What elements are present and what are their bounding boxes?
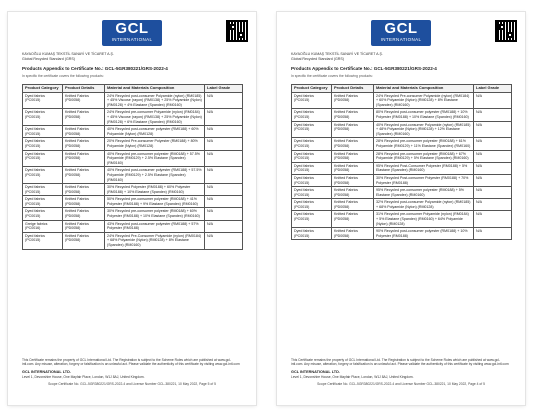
header-materials: Material and Materials Composition — [374, 85, 474, 93]
header-label-grade: Label Grade — [474, 85, 512, 93]
cell-details: Knitted Fabrics (PD0058) — [63, 92, 105, 109]
company-name: KAYAOĞLU KUMAŞ TEKSTİL SANAYİ VE TİCARET A.Ş. — [22, 52, 114, 56]
coverage-note: In specific the certificate covers the following products: — [291, 74, 373, 78]
cell-label: N/A — [474, 92, 512, 109]
footer-company: GCL INTERNATIONAL LTD. — [291, 369, 340, 374]
header-product-details: Product Details — [332, 85, 374, 93]
cell-details: Knitted Fabrics (PD0058) — [332, 199, 374, 211]
cell-details: Knitted Fabrics (PD0058) — [332, 187, 374, 199]
qr-code-icon — [495, 20, 517, 42]
cell-label: N/A — [474, 109, 512, 121]
cell-materials: 24% Recycled post-consumer Polyamide (nylon) (RM0185) + 45% Viscose (rayon) (RM0138) + 25% Polyamide (Nylon) (RM0128) + 4% Elastane (Spandex) (RM0160) — [105, 92, 205, 109]
table-row — [23, 208, 243, 220]
cell-category: Dyed fabrics (PC0015) — [23, 184, 63, 196]
cell-materials: 40% Recycled pre-consumer polyester (RM0188) + 57.5% Polyamide (RM0129) + 2.5% Elastane (Spandex) (RM0160) — [105, 150, 205, 167]
cell-details: Knitted Fabrics (PD0058) — [63, 232, 105, 249]
cell-category: Dyed fabrics (PC0015) — [23, 126, 63, 138]
cell-details: Knitted Fabrics (PD0058) — [63, 220, 105, 232]
cell-category: Dyed fabrics (PC0015) — [23, 92, 63, 109]
cell-category: Dyed fabrics (PC0015) — [292, 187, 332, 199]
cell-details: Knitted Fabrics (PD0058) — [63, 184, 105, 196]
cell-label: N/A — [205, 220, 243, 232]
footer-address: Level 1, Devonshire House, One Mayfair Place, London, W1J 8AJ, United Kingdom. — [22, 374, 145, 379]
cell-label: N/A — [474, 121, 512, 138]
cell-materials: 24% Recycled Pre-consumer Polyamide (nylon) (RM0184) + 60% Polyamide (Nylon) (RM0128) + 8% Elastane (Spandex) (RM0160) — [374, 92, 474, 109]
table-row — [23, 138, 243, 150]
cell-label: N/A — [205, 167, 243, 184]
table-row — [23, 220, 243, 232]
cell-category: Greige fabrics (PC0016) — [23, 220, 63, 232]
certificate-footer — [291, 358, 511, 387]
table-header-row — [292, 85, 512, 93]
cell-category: Dyed fabrics (PC0015) — [292, 150, 332, 162]
cell-category: Dyed fabrics (PC0015) — [292, 211, 332, 228]
cell-category: Dyed fabrics (PC0015) — [292, 174, 332, 186]
footer-scope-line: Scope Certificate No. GCL-5GR380221/GRS-2022-4 and License Number GCL-380221, 10 May 2022, Page 4 of 5 — [317, 382, 485, 387]
gcl-logo — [102, 20, 162, 46]
cell-materials: 30% Recycled Post-consumer Polyester (RM0188) + 70% Polyester (RM0188) — [374, 174, 474, 186]
cell-label: N/A — [474, 187, 512, 199]
table-row — [23, 184, 243, 196]
cell-materials: 90% Recycled post-consumer polyester (RM0188) + 10% Polyester (RM0188) — [374, 228, 474, 240]
cell-category: Dyed fabrics (PC0015) — [23, 109, 63, 126]
cell-label: N/A — [474, 162, 512, 174]
header-product-category: Product Category — [292, 85, 332, 93]
cell-label: N/A — [205, 126, 243, 138]
cell-materials: 43% Recycled post-consumer polyester (RM0188) + 57% Polyester (RM0188) — [105, 220, 205, 232]
logo-main-text: GCL — [115, 20, 149, 37]
footer-scope-line: Scope Certificate No. GCL-5GR380221/GRS-2022-4 and License Number GCL-380221, 10 May 2022, Page 5 of 5 — [48, 382, 216, 387]
cell-category: Dyed fabrics (PC0015) — [292, 228, 332, 240]
cell-label: N/A — [205, 92, 243, 109]
products-table — [22, 84, 243, 250]
table-row — [292, 138, 512, 150]
header-product-category: Product Category — [23, 85, 63, 93]
cell-materials: 80% Recycled post-consumer polyester (RM0188) + 10% Polyester (RM0188) + 10% Elastane (Spandex) (RM0160) — [374, 109, 474, 121]
footer-address: Level 1, Devonshire House, One Mayfair Place, London, W1J 8AJ, United Kingdom. — [291, 374, 414, 379]
standard-name: Global Recycled Standard (GRS) — [291, 57, 344, 61]
cell-materials: 28% Recycled pre-consumer polyester (RM0188) + 67% Polyamide (RM0129) + 5% Elastane (Spandex) (RM0160) — [374, 150, 474, 162]
cell-materials: 31% Recycled pre-consumer Polyamide (nylon) (RM0184) + 5% Elastane (Spandex) (RM0160) + 64% Polyamide (Nylon) (RM0128) — [374, 211, 474, 228]
table-row — [23, 150, 243, 167]
cell-materials: 30% Recycled Polyester (RM0188) + 60% Polyester (RM0188) + 10% Elastane (Spandex) (RM0160) — [105, 184, 205, 196]
table-row — [292, 162, 512, 174]
logo-sub-text: INTERNATIONAL — [380, 37, 422, 42]
appendix-title: Products Appendix to Certificate No.: GCL-5GR380221/GRS-2022-4 — [291, 66, 437, 71]
cell-details: Knitted Fabrics (PD0058) — [332, 92, 374, 109]
cell-details: Knitted Fabrics (PD0058) — [332, 211, 374, 228]
cell-label: N/A — [205, 232, 243, 249]
cell-materials: 32% Recycled post-consumer Polyamide (nylon) (RM0185) + 68% Polyamide (Nylon) (RM0128) — [374, 199, 474, 211]
footer-company: GCL INTERNATIONAL LTD. — [22, 369, 71, 374]
cell-category: Dyed fabrics (PC0015) — [292, 109, 332, 121]
cell-label: N/A — [474, 228, 512, 240]
cell-materials: 40% Recycled post-consumer polyester (RM0188) + 57.5% Polyamide (RM0129) + 2.5% Elastane (Spandex) (RM0160) — [105, 167, 205, 184]
certificate-page-right — [277, 12, 525, 405]
cell-label: N/A — [205, 184, 243, 196]
cell-details: Knitted Fabrics (PD0058) — [63, 167, 105, 184]
cell-details: Knitted Fabrics (PD0058) — [63, 196, 105, 208]
cell-category: Dyed fabrics (PC0015) — [23, 138, 63, 150]
coverage-note: In specific the certificate covers the following products: — [22, 74, 104, 78]
table-row — [23, 92, 243, 109]
table-row — [292, 211, 512, 228]
gcl-logo — [371, 20, 431, 46]
company-name: KAYAOĞLU KUMAŞ TEKSTİL SANAYİ VE TİCARET A.Ş. — [291, 52, 383, 56]
cell-materials: 95% Recycled Post-Consumer Polyester (RM0188) + 5% Elastane (Spandex) (RM0160) — [374, 162, 474, 174]
cell-category: Dyed fabrics (PC0015) — [292, 92, 332, 109]
cell-details: Knitted Fabrics (PD0058) — [63, 138, 105, 150]
cell-details: Knitted Fabrics (PD0058) — [63, 109, 105, 126]
cell-label: N/A — [474, 211, 512, 228]
cell-materials: 30% Recycled pre-consumer polyester (RM0188) + 60% Polyester (RM0188) + 10% Elastane (Spandex) (RM0160) — [105, 208, 205, 220]
table-row — [23, 109, 243, 126]
cell-label: N/A — [205, 208, 243, 220]
cell-materials: 40% Recycled post-consumer polyester (RM0188) + 60% Polyamide (Nylon) (RM0128) — [105, 126, 205, 138]
cell-label: N/A — [474, 138, 512, 150]
appendix-title: Products Appendix to Certificate No.: GCL-5GR380221/GRS-2022-4 — [22, 66, 168, 71]
logo-sub-text: INTERNATIONAL — [111, 37, 153, 42]
table-header-row — [23, 85, 243, 93]
table-row — [292, 174, 512, 186]
cell-details: Knitted Fabrics (PD0058) — [63, 150, 105, 167]
cell-category: Dyed fabrics (PC0015) — [23, 167, 63, 184]
cell-category: Dyed fabrics (PC0015) — [292, 138, 332, 150]
table-row — [292, 228, 512, 240]
header-label-grade: Label Grade — [205, 85, 243, 93]
cell-materials: 24% Recycled Pre-Consumer Polyamide (nylon) (RM0184) + 68% Polyamide (Nylon) (RM0128) + 8% Elastane (Spandex) (RM0160) — [105, 232, 205, 249]
cell-details: Knitted Fabrics (PD0058) — [332, 121, 374, 138]
table-row — [23, 196, 243, 208]
cell-details: Knitted Fabrics (PD0058) — [332, 174, 374, 186]
cell-label: N/A — [205, 150, 243, 167]
cell-details: Knitted Fabrics (PD0058) — [332, 150, 374, 162]
cell-label: N/A — [205, 138, 243, 150]
cell-category: Dyed fabrics (PC0015) — [292, 121, 332, 138]
cell-label: N/A — [205, 109, 243, 126]
table-row — [292, 109, 512, 121]
cell-label: N/A — [474, 150, 512, 162]
cell-materials: 24% Recycled pre-consumer Polyamide (nylon) (RM0184) + 45% Viscose (rayon) (RM0138) + 25% Polyamide (Nylon) (RM0128) + 6% Elastane (Spandex) (RM0160) — [105, 109, 205, 126]
table-row — [292, 187, 512, 199]
qr-code-icon — [226, 20, 248, 42]
table-row — [292, 150, 512, 162]
cell-details: Knitted Fabrics (PD0058) — [63, 208, 105, 220]
cell-label: N/A — [474, 174, 512, 186]
table-row — [292, 92, 512, 109]
cell-details: Knitted Fabrics (PD0058) — [332, 162, 374, 174]
certificate-header — [22, 52, 242, 79]
table-row — [23, 167, 243, 184]
cell-materials: 20% Recycled Pre-consumer Polyester (RM0188) + 80% Polyamide (Nylon) (RM0128) — [105, 138, 205, 150]
cell-materials: 28% Recycled pre-consumer polyester (RM0188) + 61% Polyamide (RM0129) + 11% Elastane (Spandex) (RM0160) — [374, 138, 474, 150]
cell-materials: 50% Recycled pre-consumer polyester (RM0188) + 41% Polyester (RM0188) + 9% Elastane (Spandex) (RM0160) — [105, 196, 205, 208]
footer-disclaimer: This Certificate remains the property of GCL International Ltd. The Registration is subject to the Scheme Rules which are published at www.gcl-intl.com. Any misuse, alteration, forgery or falsification is an unlawful act. Please validate the authenticity of this certificate by visiting www.gcl-intl.com — [291, 358, 509, 367]
certificate-footer — [22, 358, 242, 387]
table-row — [23, 232, 243, 249]
cell-materials: 40% Recycled post-consumer Polyamide (nylon) (RM0185) + 48% Polyamide (Nylon) (RM0128) + 12% Elastane (Spandex) (RM0160) — [374, 121, 474, 138]
cell-category: Dyed fabrics (PC0015) — [23, 196, 63, 208]
certificate-header — [291, 52, 511, 79]
standard-name: Global Recycled Standard (GRS) — [22, 57, 75, 61]
header-materials: Material and Materials Composition — [105, 85, 205, 93]
cell-details: Knitted Fabrics (PD0058) — [332, 228, 374, 240]
cell-category: Dyed fabrics (PC0015) — [23, 150, 63, 167]
footer-disclaimer: This Certificate remains the property of GCL International Ltd. The Registration is subject to the Scheme Rules which are published at www.gcl-intl.com. Any misuse, alteration, forgery or falsification is an unlawful act. Please validate the authenticity of this certificate by visiting www.gcl-intl.com — [22, 358, 240, 367]
table-row — [292, 121, 512, 138]
cell-details: Knitted Fabrics (PD0058) — [332, 138, 374, 150]
products-table — [291, 84, 512, 240]
cell-category: Dyed fabrics (PC0015) — [292, 199, 332, 211]
cell-category: Dyed fabrics (PC0015) — [23, 208, 63, 220]
cell-details: Knitted Fabrics (PD0058) — [63, 126, 105, 138]
cell-category: Dyed fabrics (PC0015) — [292, 162, 332, 174]
logo-main-text: GCL — [384, 20, 418, 37]
table-row — [23, 126, 243, 138]
cell-category: Dyed fabrics (PC0015) — [23, 232, 63, 249]
header-product-details: Product Details — [63, 85, 105, 93]
table-row — [292, 199, 512, 211]
cell-label: N/A — [474, 199, 512, 211]
certificate-page-left — [8, 12, 256, 405]
cell-materials: 95% Recycled pre-consumer polyester (RM0188) + 5% Elastane (Spandex) (RM0160) — [374, 187, 474, 199]
cell-details: Knitted Fabrics (PD0058) — [332, 109, 374, 121]
cell-label: N/A — [205, 196, 243, 208]
